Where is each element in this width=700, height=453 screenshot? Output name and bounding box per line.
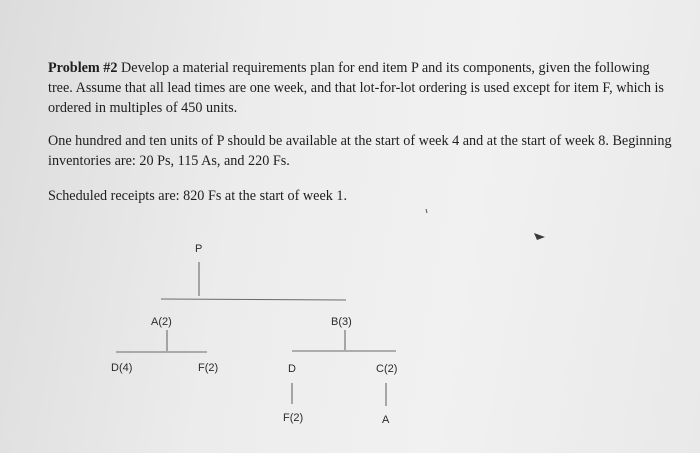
tree-line xyxy=(161,299,346,300)
node-d4: D(4) xyxy=(111,362,133,374)
problem-label: Problem #2 xyxy=(48,60,118,76)
node-a2: A(2) xyxy=(151,316,172,328)
node-d: D xyxy=(288,363,296,375)
node-a-lower: A xyxy=(382,414,390,426)
node-f2: F(2) xyxy=(198,362,219,374)
node-p: P xyxy=(195,243,203,255)
problem-text: Develop a material requirements plan for end item P and its components, given the following tree. Assume that all lead times are one week, and that lot-for-lot ordering is used except for item F, which is ordered in multiples of 450 units. xyxy=(48,60,664,116)
scheduled-receipts-paragraph: Scheduled receipts are: 820 Fs at the start of week 1. xyxy=(48,188,348,204)
stray-mark-arrow xyxy=(534,233,545,240)
node-b3: B(3) xyxy=(331,316,352,328)
node-c2: C(2) xyxy=(376,363,398,375)
node-f2-lower: F(2) xyxy=(283,412,304,424)
demand-paragraph: One hundred and ten units of P should be available at the start of week 4 and at the start of week 8. Beginning inventories are: 20 Ps, 115 As, and 220 Fs. xyxy=(48,133,672,169)
stray-mark xyxy=(426,209,427,213)
